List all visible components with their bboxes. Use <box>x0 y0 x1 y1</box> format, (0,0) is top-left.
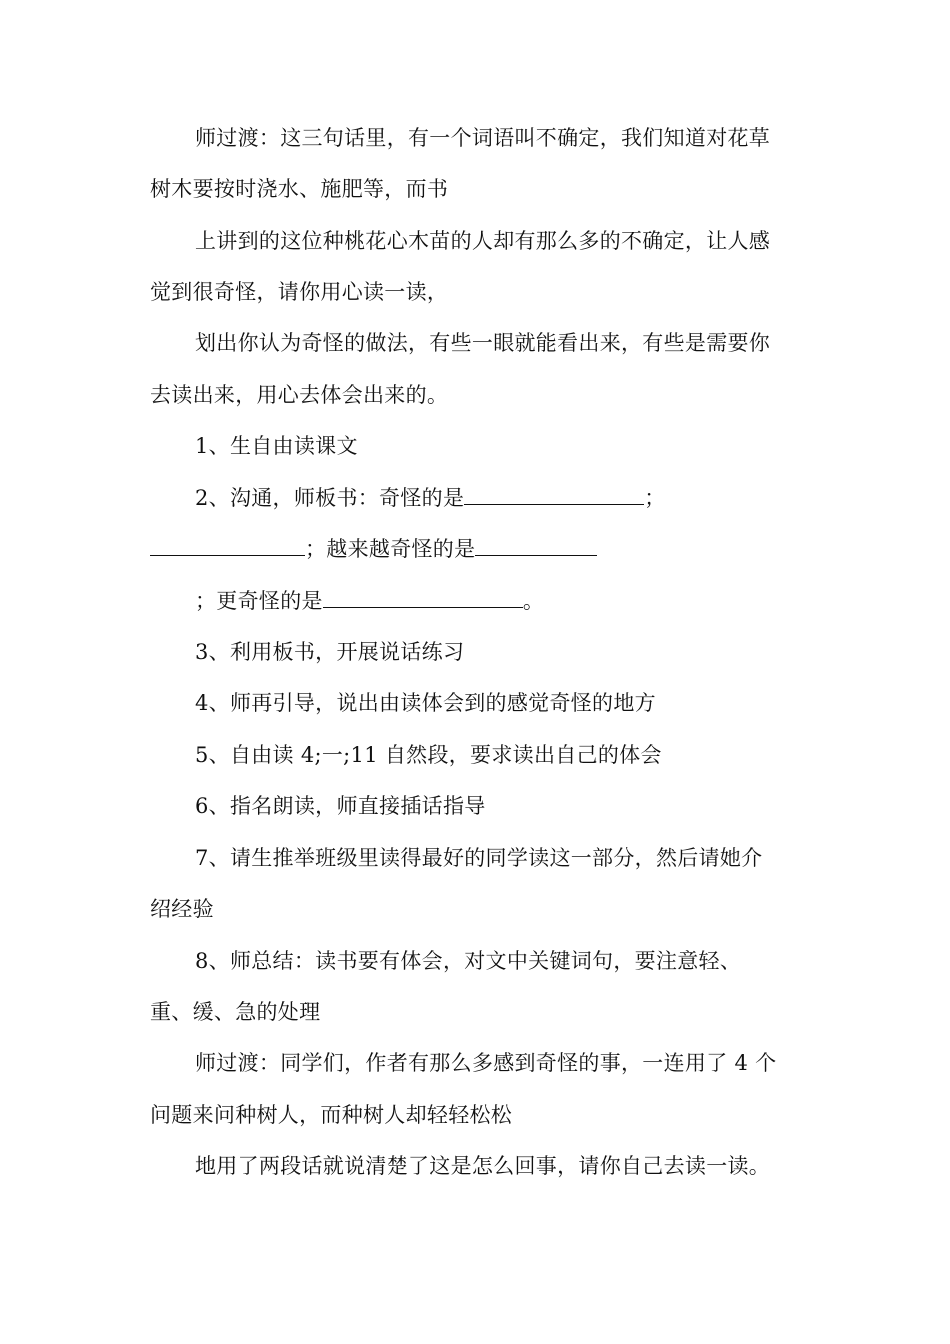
list-item: 7、请生推举班级里读得最好的同学读这一部分，然后请她介 <box>195 846 763 870</box>
list-item-continuation <box>150 536 597 562</box>
list-item: 6、指名朗读，师直接插话指导 <box>195 794 486 818</box>
list-item-text: ；更奇怪的是 <box>195 589 323 613</box>
punctuation: ； <box>644 486 666 510</box>
fill-in-blank <box>464 485 644 505</box>
list-item-continuation <box>195 588 544 614</box>
list-item: 1、生自由读课文 <box>195 434 358 458</box>
list-item: 8、师总结：读书要有体会，对文中关键词句，要注意轻、 <box>195 949 742 973</box>
paragraph-line: 划出你认为奇怪的做法，有些一眼就能看出来，有些是需要你 <box>195 331 771 355</box>
fill-in-blank <box>150 536 305 556</box>
paragraph-line: 地用了两段话就说清楚了这是怎么回事，请你自己去读一读。 <box>195 1154 771 1178</box>
paragraph-line: 树木要按时浇水、施肥等，而书 <box>150 177 449 201</box>
fill-in-blank <box>323 588 523 608</box>
list-item-continuation: 绍经验 <box>150 897 214 921</box>
paragraph-line: 去读出来，用心去体会出来的。 <box>150 383 449 407</box>
paragraph-line: 师过渡：这三句话里，有一个词语叫不确定，我们知道对花草 <box>195 126 771 150</box>
list-item <box>195 485 666 511</box>
punctuation: 。 <box>522 589 545 613</box>
paragraph-line: 上讲到的这位种桃花心木苗的人却有那么多的不确定，让人感 <box>195 229 771 253</box>
list-item-text: ；越来越奇怪的是 <box>305 537 476 561</box>
fill-in-blank <box>475 536 597 556</box>
list-item-continuation: 重、缓、急的处理 <box>150 1000 321 1024</box>
list-item: 3、利用板书，开展说话练习 <box>195 640 465 664</box>
paragraph-line: 问题来问种树人，而种树人却轻轻松松 <box>150 1103 513 1127</box>
list-item: 5、自由读 4;一;11 自然段，要求读出自己的体会 <box>195 743 662 767</box>
paragraph-line: 觉到很奇怪，请你用心读一读， <box>150 280 449 304</box>
list-item-text: 2、沟通，师板书：奇怪的是 <box>195 486 465 510</box>
list-item: 4、师再引导，说出由读体会到的感觉奇怪的地方 <box>195 691 656 715</box>
paragraph-line: 师过渡：同学们，作者有那么多感到奇怪的事，一连用了 4 个 <box>195 1051 777 1075</box>
